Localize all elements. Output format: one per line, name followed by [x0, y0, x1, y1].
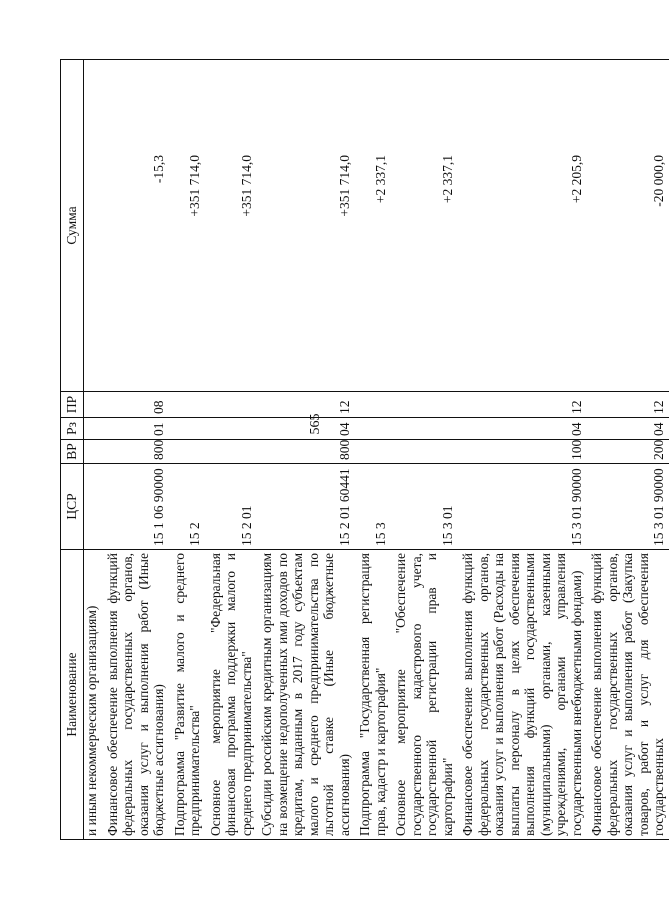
- row-csr: 15 3 01 90000: [457, 464, 586, 550]
- header-name: Наименование: [61, 550, 84, 840]
- row-pr: [354, 392, 390, 418]
- row-vr: [390, 440, 457, 464]
- row-pr: 12: [457, 392, 586, 418]
- table-row: [457, 60, 586, 840]
- row-pr: [205, 392, 257, 418]
- row-csr: 15 1 06 90000: [102, 464, 169, 550]
- row-vr: 200: [586, 440, 669, 464]
- row-vr: [354, 440, 390, 464]
- row-csr: 15 3 01 90000: [586, 464, 669, 550]
- row-name: Основное мероприятие "Обеспечение государственного кадастрового учета, государственной регистрации прав и картографии": [390, 550, 457, 840]
- table-row: [354, 60, 390, 840]
- row-pr: [390, 392, 457, 418]
- row-pr: 12: [256, 392, 354, 418]
- row-vr: 800: [256, 440, 354, 464]
- header-sum: Сумма: [61, 60, 84, 392]
- row-csr: 15 3: [354, 464, 390, 550]
- row-sum: -15,3: [102, 60, 169, 392]
- row-name: Субсидии российским кредитным организациям на возмещение недополученных ими доходов по кредитам, выданным в 2017 году субъектам малого и среднего предпринимательства по льготной ставке (Иные бюджетные ассигнования): [256, 550, 354, 840]
- row-sum: +351 714,0: [256, 60, 354, 392]
- table-header-row: [61, 60, 84, 840]
- row-csr: 15 2 01 60441: [256, 464, 354, 550]
- table-row: [169, 60, 205, 840]
- row-pr: 08: [102, 392, 169, 418]
- row-sum: +351 714,0: [169, 60, 205, 392]
- row-sum: +2 337,1: [390, 60, 457, 392]
- row-sum: -20 000,0: [586, 60, 669, 392]
- budget-table: [60, 59, 669, 840]
- row-csr: 15 3 01: [390, 464, 457, 550]
- row-rz: [390, 418, 457, 440]
- table-row: [586, 60, 669, 840]
- row-vr: 100: [457, 440, 586, 464]
- row-rz: [205, 418, 257, 440]
- row-vr: [205, 440, 257, 464]
- row-name: Финансовое обеспечение выполнения функций федеральных государственных органов, оказания услуг и выполнения работ (Иные бюджетные ассигнования): [102, 550, 169, 840]
- row-name: Основное мероприятие "Федеральная финансовая программа поддержки малого и среднего предпринимательства": [205, 550, 257, 840]
- row-csr: [84, 464, 102, 550]
- table-row: [102, 60, 169, 840]
- row-csr: 15 2 01: [205, 464, 257, 550]
- row-rz: 04: [457, 418, 586, 440]
- row-rz: [354, 418, 390, 440]
- table-row: [84, 60, 102, 840]
- table-row: [390, 60, 457, 840]
- row-vr: 800: [102, 440, 169, 464]
- header-csr: ЦСР: [61, 464, 84, 550]
- row-rz: [84, 418, 102, 440]
- header-rz: Рз: [61, 418, 84, 440]
- row-csr: 15 2: [169, 464, 205, 550]
- row-rz: 04: [586, 418, 669, 440]
- budget-table-container: [60, 60, 666, 840]
- row-pr: [84, 392, 102, 418]
- row-sum: +351 714,0: [205, 60, 257, 392]
- row-sum: [84, 60, 102, 392]
- row-name: Финансовое обеспечение выполнения функций федеральных государственных органов, оказания услуг и выполнения работ (Расходы на выплаты персоналу в целях обеспечения выполнения функций государственными (муниципальными) органами, казенными учреждениями, органами управления государственными внебюджетными фондами): [457, 550, 586, 840]
- row-pr: [169, 392, 205, 418]
- row-rz: 01: [102, 418, 169, 440]
- row-name: Подпрограмма "Развитие малого и среднего предпринимательства": [169, 550, 205, 840]
- header-vr: ВР: [61, 440, 84, 464]
- row-name: и иным некоммерческим организациям): [84, 550, 102, 840]
- row-name: Подпрограмма "Государственная регистрация прав, кадастр и картография": [354, 550, 390, 840]
- row-sum: +2 205,9: [457, 60, 586, 392]
- row-name: Финансовое обеспечение выполнения функций федеральных государственных органов, оказания услуг и выполнения работ (Закупка товаров, работ и услуг для обеспечения государственных: [586, 550, 669, 840]
- table-row: [256, 60, 354, 840]
- row-vr: [169, 440, 205, 464]
- table-row: [205, 60, 257, 840]
- row-sum: +2 337,1: [354, 60, 390, 392]
- row-rz: 04: [256, 418, 354, 440]
- row-pr: 12: [586, 392, 669, 418]
- row-vr: [84, 440, 102, 464]
- header-pr: ПР: [61, 392, 84, 418]
- page-number: 565: [308, 413, 323, 435]
- row-rz: [169, 418, 205, 440]
